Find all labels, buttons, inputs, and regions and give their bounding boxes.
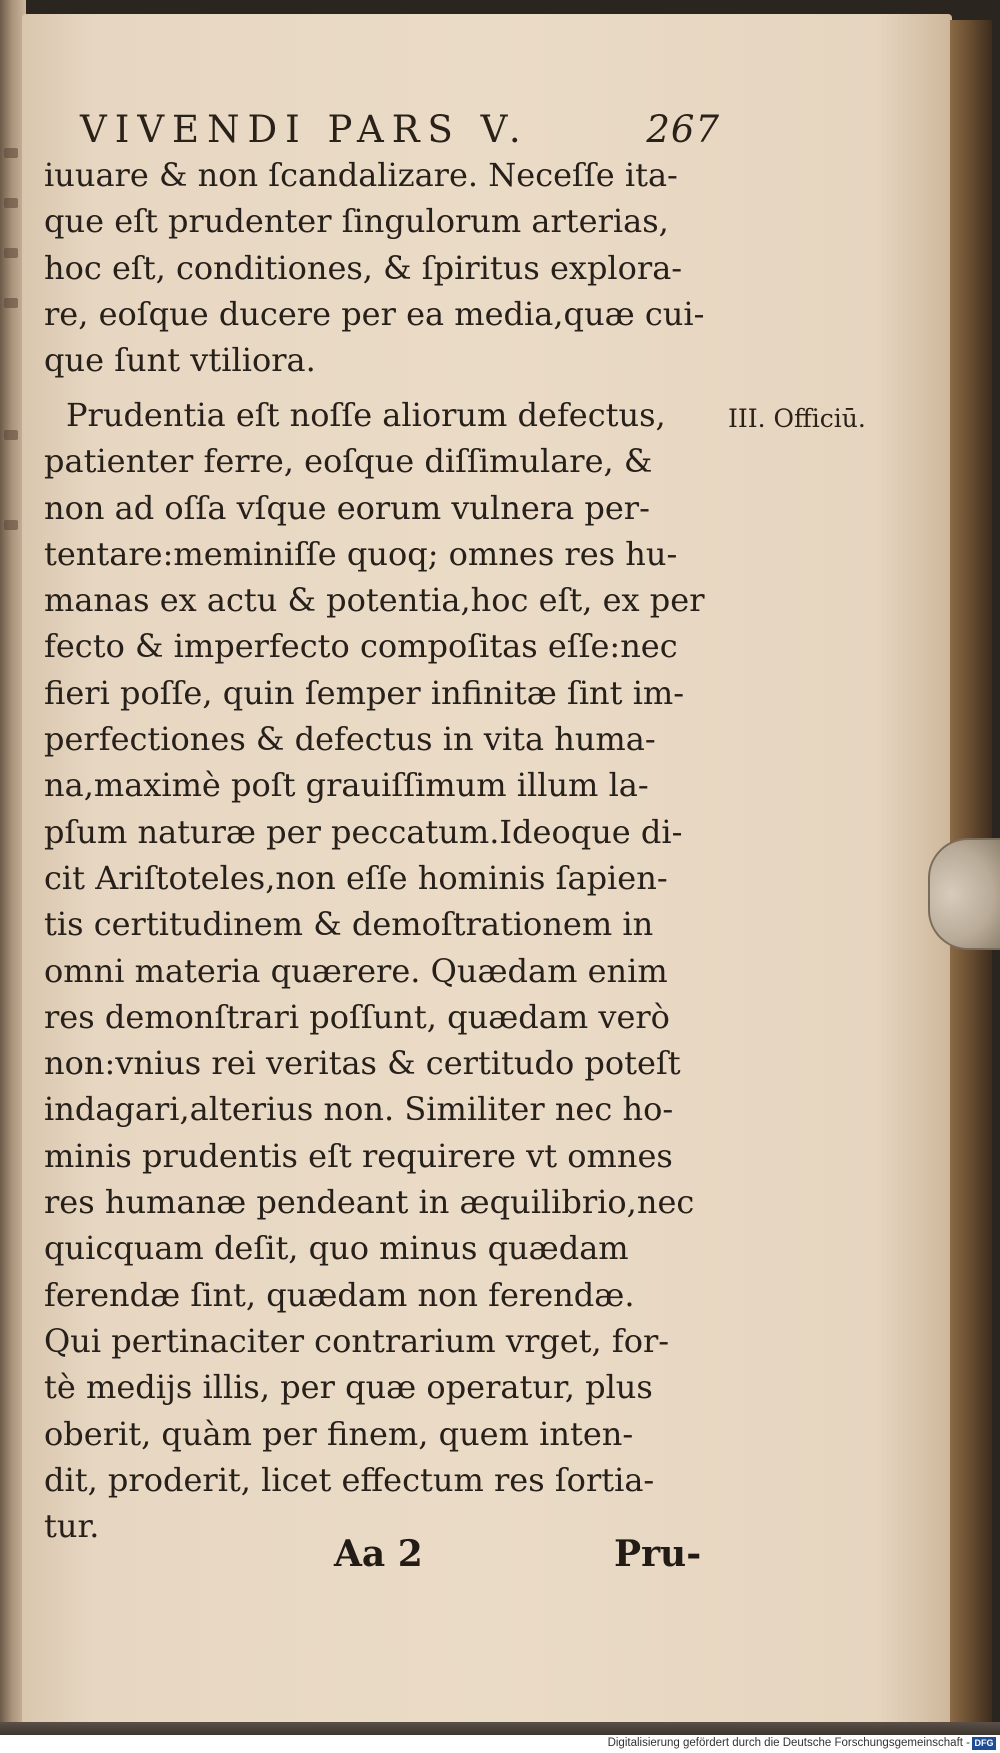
funding-credit: Digitalisierung gefördert durch die Deutsche Forschungsgemeinschaft - [607,1737,970,1749]
text-line: que ſunt vtiliora. [44,341,316,380]
text-line: Prudentia eſt noſſe aliorum defectus, [66,396,666,434]
text-line: hoc eſt, conditiones, & ſpiritus explora- [44,248,683,287]
bleed-through-mark [770,160,802,184]
paragraph-2 [44,392,720,1549]
signature-mark: Aa 2 [334,1533,423,1575]
text-line: dit, proderit, licet effectum res ſortia- [44,1460,655,1499]
page-number: 267 [646,108,720,151]
text-line: perfectiones & defectus in vita huma- [44,720,656,759]
text-line: Qui pertinaciter contrarium vrget, for- [44,1321,670,1360]
running-title: VIVENDI PARS V. [80,108,529,151]
text-line: oberit, quàm per finem, quem inten- [44,1414,634,1453]
text-line: res demonſtrari poſſunt, quædam verò [44,997,670,1036]
catchword: Pru- [614,1533,702,1575]
text-line: indagari,alterius non. Similiter nec ho- [44,1090,674,1129]
text-line: fieri poſſe, quin ſemper infinitæ ſint im- [44,673,685,712]
text-line: iuuare & non ſcandalizare. Neceſſe ita- [44,156,678,194]
text-line: pſum naturæ per peccatum.Ideoque di- [44,812,683,851]
text-line: tentare:meminiſſe quoq; omnes res hu- [44,534,678,573]
text-line: quicquam deſit, quo minus quædam [44,1229,629,1268]
text-line: minis prudentis eſt requirere vt omnes [44,1136,673,1175]
text-line: cit Ariſtoteles,non eſſe hominis ſapien- [44,858,668,897]
dfg-logo: DFG [972,1737,996,1750]
text-line: res humanæ pendeant in æquilibrio,nec [44,1183,695,1222]
text-line: non ad oſſa vſque eorum vulnera per- [44,488,650,527]
text-line: non:vnius rei veritas & certitudo poteſt [44,1044,681,1083]
text-line: tis certitudinem & demoſtrationem in [44,905,654,944]
text-line: fecto & imperfecto compoſitas eſſe:nec [44,627,678,666]
text-line: na,maximè poſt grauiſſimum illum la- [44,766,649,805]
text-line: tè medijs illis, per quæ operatur, plus [44,1368,653,1407]
text-line: patienter ferre, eoſque diſſimulare, & [44,442,653,481]
book-clasp [928,838,1000,950]
text-line: ferendæ ſint, quædam non ferendæ. [44,1275,635,1314]
text-line: que eſt prudenter ſingulorum arterias, [44,202,669,241]
text-line: manas ex actu & potentia,hoc eſt, ex per [44,581,705,620]
text-line: tur. [44,1507,100,1546]
margin-note: III. Officiū. [728,404,866,433]
text-line: omni materia quærere. Quædam enim [44,951,668,990]
paragraph-1 [44,152,720,383]
running-head [80,108,720,158]
text-line: re, eoſque ducere per ea media,quæ cui- [44,294,705,333]
